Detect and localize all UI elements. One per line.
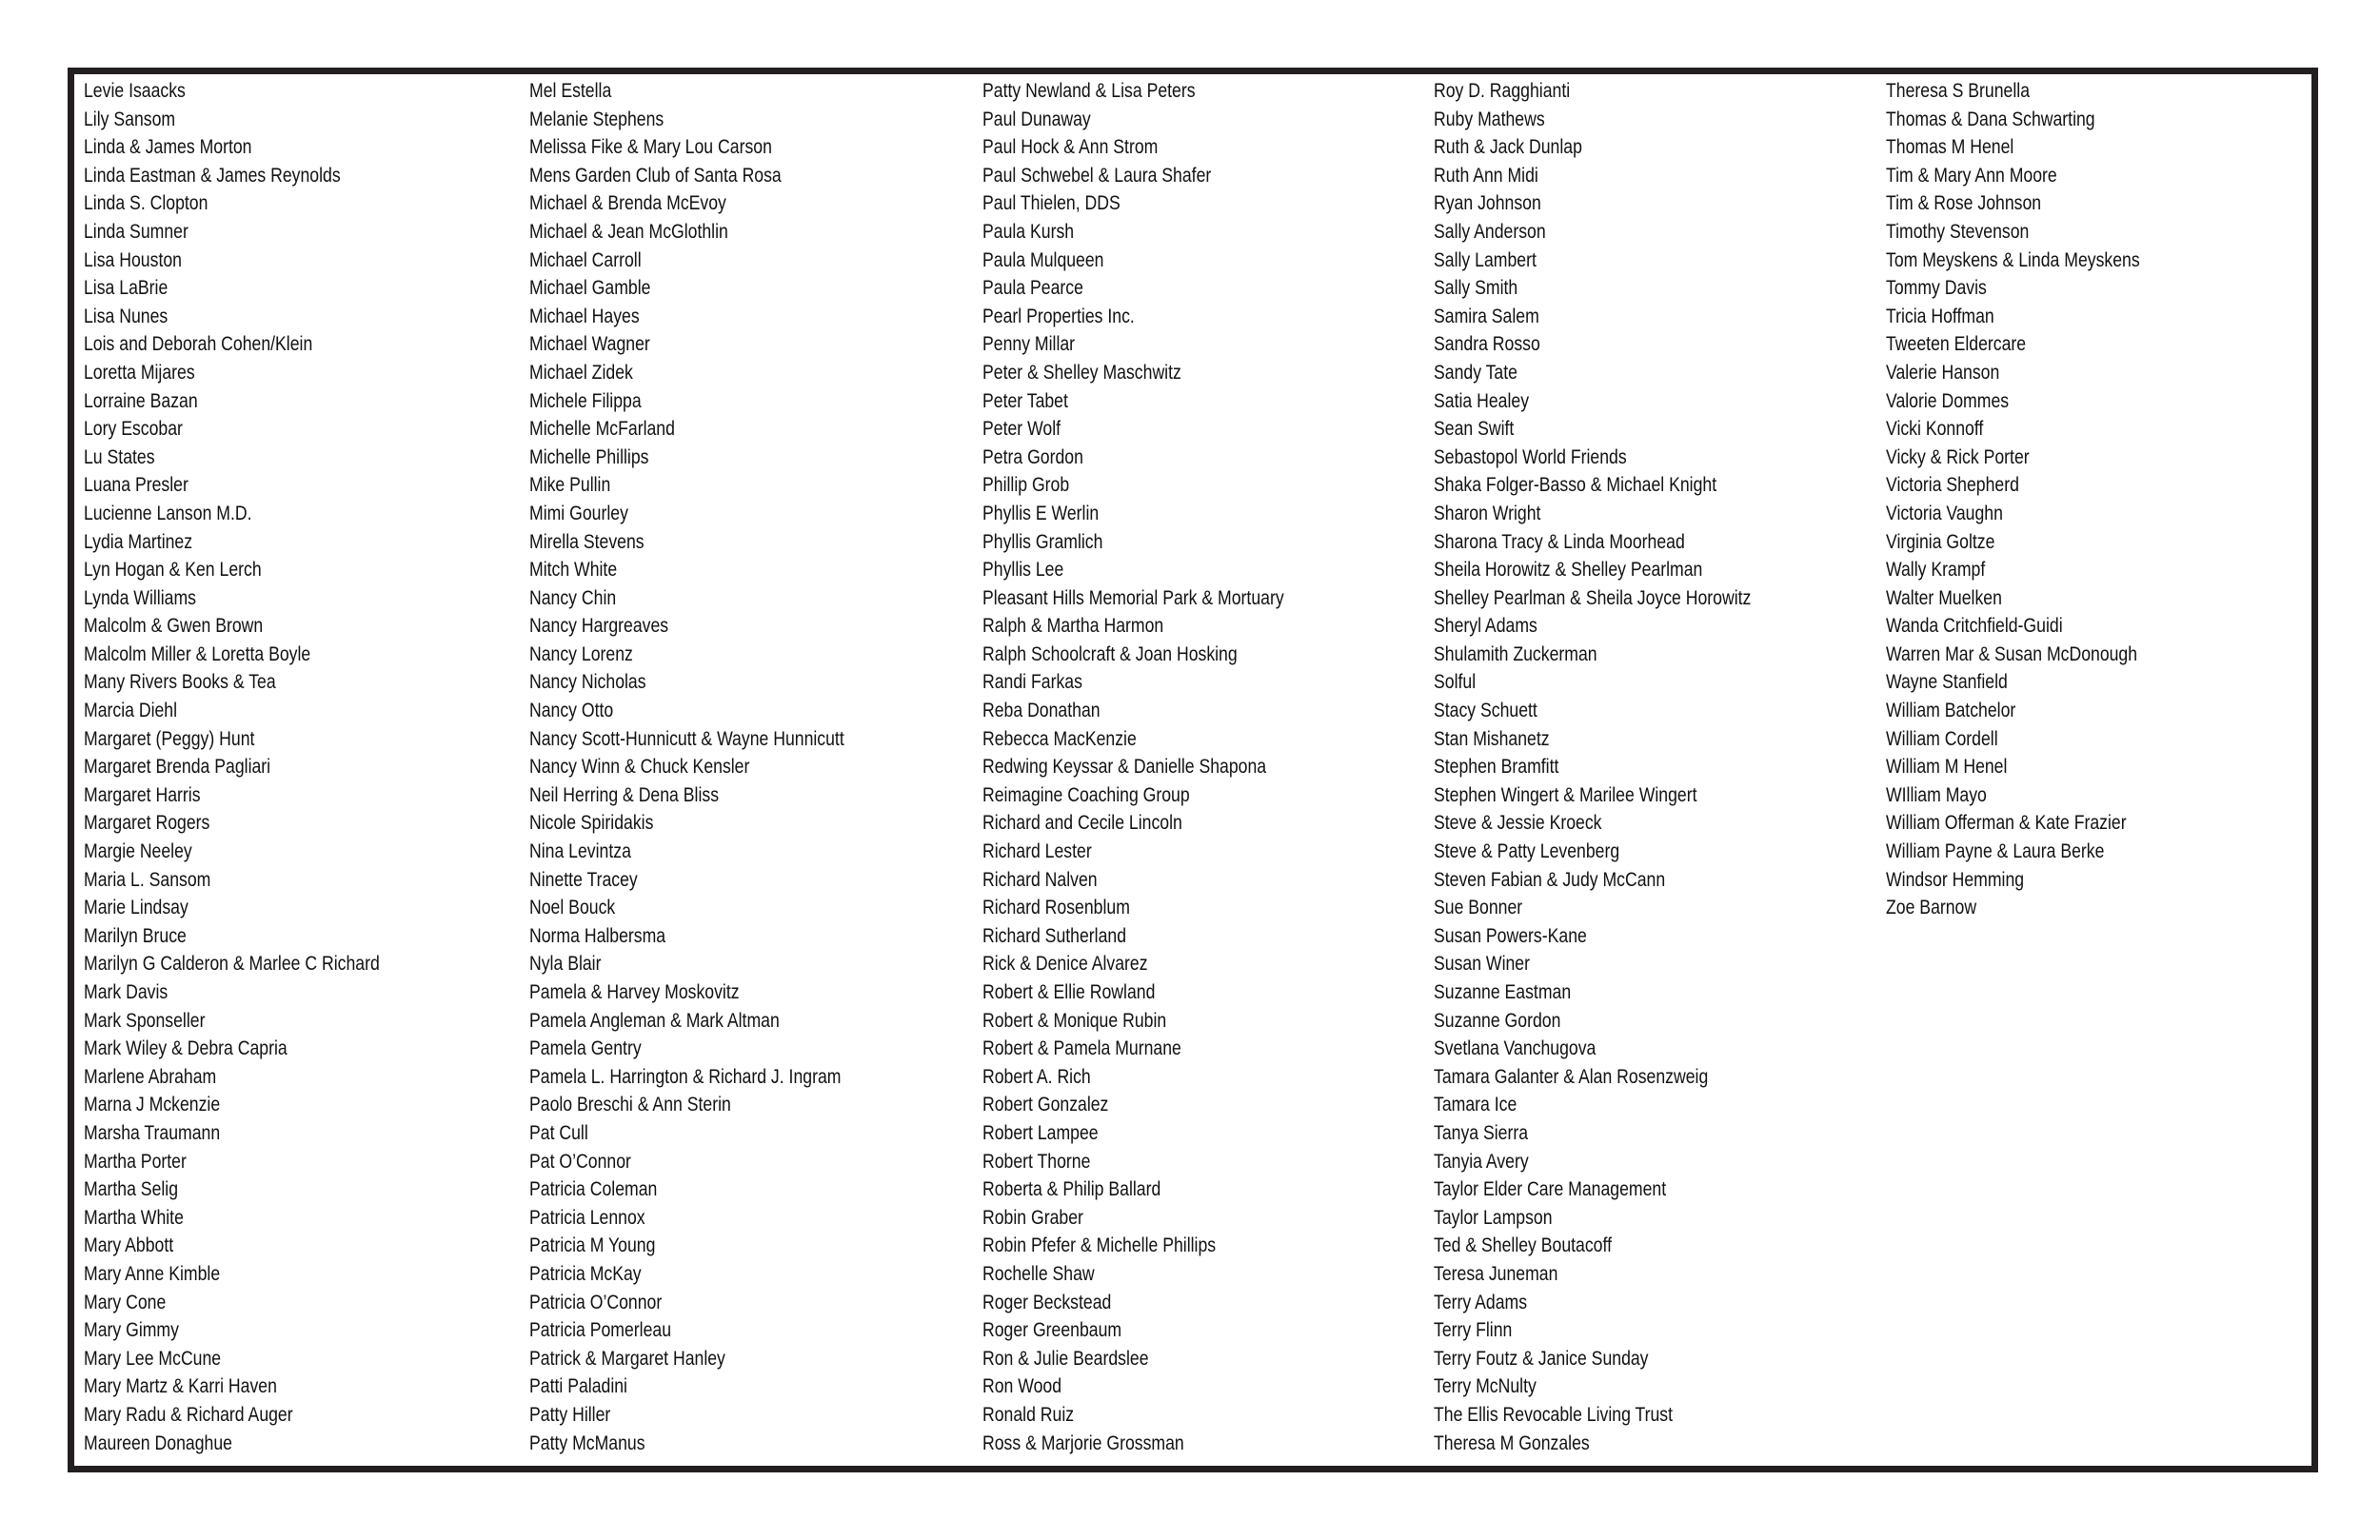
donor-name: Stephen Bramfitt <box>1434 756 1559 779</box>
donor-name: Robert A. Rich <box>982 1065 1091 1088</box>
donor-name: William Cordell <box>1886 727 1998 750</box>
donor-name: Richard Nalven <box>982 868 1098 891</box>
donor-name: Mary Martz & Karri Haven <box>84 1375 277 1398</box>
donor-name: Shaka Folger-Basso & Michael Knight <box>1434 474 1717 497</box>
donor-name: Paula Mulqueen <box>982 248 1104 271</box>
donor-name: Suzanne Eastman <box>1434 981 1572 1003</box>
donor-name: Pamela & Harvey Moskovitz <box>529 981 740 1003</box>
donor-name: Sally Lambert <box>1434 248 1537 271</box>
donor-name: Zoe Barnow <box>1886 897 1977 919</box>
donor-name: Lisa Houston <box>84 248 182 271</box>
donor-name: Robert Thorne <box>982 1150 1091 1173</box>
donor-name: Warren Mar & Susan McDonough <box>1886 642 2138 665</box>
donor-name: Ryan Johnson <box>1434 192 1541 215</box>
donor-name: Marsha Traumann <box>84 1121 221 1144</box>
donor-name: Solful <box>1434 671 1477 694</box>
donor-name: Patty Hiller <box>529 1403 611 1426</box>
donor-name: Patti Paladini <box>529 1375 627 1398</box>
donor-name: Nancy Lorenz <box>529 642 633 665</box>
donor-name: Malcolm Miller & Loretta Boyle <box>84 642 311 665</box>
donor-name: Pearl Properties Inc. <box>982 305 1135 327</box>
donor-name: Roy D. Ragghianti <box>1434 80 1571 102</box>
donor-name: Mark Davis <box>84 981 169 1003</box>
donor-name: Ruth & Jack Dunlap <box>1434 136 1582 159</box>
donor-name: Patrick & Margaret Hanley <box>529 1347 725 1370</box>
donor-name: Mens Garden Club of Santa Rosa <box>529 164 782 187</box>
donor-name: Robin Pfefer & Michelle Phillips <box>982 1234 1217 1257</box>
donor-name: Thomas & Dana Schwarting <box>1886 108 2095 130</box>
donor-name: Marcia Diehl <box>84 700 178 722</box>
donor-name: Lucienne Lanson M.D. <box>84 502 252 524</box>
donor-name: Pat O’Connor <box>529 1150 631 1173</box>
donor-name: Phyllis Gramlich <box>982 530 1103 553</box>
donor-name: Wanda Critchfield-Guidi <box>1886 615 2063 638</box>
donor-name: Vicki Konnoff <box>1886 418 1984 441</box>
donor-name: Patricia Pomerleau <box>529 1319 672 1342</box>
donor-name: Lynda Williams <box>84 586 196 609</box>
donor-name: Susan Powers-Kane <box>1434 924 1587 947</box>
donor-name: Rebecca MacKenzie <box>982 727 1137 750</box>
donor-name: William M Henel <box>1886 756 2008 779</box>
donor-name: Martha Porter <box>84 1150 187 1173</box>
donor-name: Pleasant Hills Memorial Park & Mortuary <box>982 586 1284 609</box>
donor-name: Peter Tabet <box>982 389 1068 412</box>
donor-name: Marilyn G Calderon & Marlee C Richard <box>84 953 380 976</box>
donor-name: Paula Pearce <box>982 277 1083 300</box>
donor-name: Thomas M Henel <box>1886 136 2014 159</box>
donor-name: William Batchelor <box>1886 700 2016 722</box>
donor-name: Lyn Hogan & Ken Lerch <box>84 559 262 582</box>
donor-name: Tamara Galanter & Alan Rosenzweig <box>1434 1065 1709 1088</box>
donor-name: Patricia O’Connor <box>529 1291 663 1313</box>
donor-name: Marilyn Bruce <box>84 924 187 947</box>
donor-name: Michael Carroll <box>529 248 642 271</box>
donor-name: Michael Zidek <box>529 361 633 384</box>
donor-name: Richard Rosenblum <box>982 897 1130 919</box>
donor-name: Patricia McKay <box>529 1262 642 1285</box>
donor-name: Valerie Hanson <box>1886 361 2000 384</box>
donor-name: Terry McNulty <box>1434 1375 1537 1398</box>
donor-name: Phyllis E Werlin <box>982 502 1100 524</box>
donor-name: Melissa Fike & Mary Lou Carson <box>529 136 772 159</box>
donor-name: Robert & Ellie Rowland <box>982 981 1156 1003</box>
donor-name: Melanie Stephens <box>529 108 664 130</box>
donor-name: Redwing Keyssar & Danielle Shapona <box>982 756 1267 779</box>
donor-name: Martha White <box>84 1206 184 1229</box>
donor-name: Tanyia Avery <box>1434 1150 1529 1173</box>
donor-name: Michael Hayes <box>529 305 640 327</box>
donor-name: Paolo Breschi & Ann Sterin <box>529 1094 731 1116</box>
donor-name: Lisa LaBrie <box>84 277 169 300</box>
donor-name: Tamara Ice <box>1434 1094 1517 1116</box>
donor-name: Teresa Juneman <box>1434 1262 1558 1285</box>
donor-name: Marie Lindsay <box>84 897 188 919</box>
donor-name: William Payne & Laura Berke <box>1886 840 2105 863</box>
donor-name: Tweeten Eldercare <box>1886 333 2027 356</box>
donor-name: Michelle Phillips <box>529 445 649 468</box>
donor-name: Svetlana Vanchugova <box>1434 1037 1597 1060</box>
donor-name: Linda Eastman & James Reynolds <box>84 164 341 187</box>
donor-name: Rick & Denice Alvarez <box>982 953 1148 976</box>
donor-name: Mary Lee McCune <box>84 1347 222 1370</box>
donor-name: Mark Wiley & Debra Capria <box>84 1037 288 1060</box>
donor-name: Timothy Stevenson <box>1886 220 2030 243</box>
donor-name: Richard Sutherland <box>982 924 1127 947</box>
donor-name: Marna J Mckenzie <box>84 1094 221 1116</box>
donor-name: Nancy Hargreaves <box>529 615 669 638</box>
donor-name: Nicole Spiridakis <box>529 812 654 835</box>
donor-name: Victoria Shepherd <box>1886 474 2019 497</box>
donor-name: Shelley Pearlman & Sheila Joyce Horowitz <box>1434 586 1752 609</box>
donor-name: Robert & Pamela Murnane <box>982 1037 1181 1060</box>
donor-name: Windsor Hemming <box>1886 868 2025 891</box>
donor-column-3 <box>982 77 1341 1457</box>
donor-name: Petra Gordon <box>982 445 1083 468</box>
donor-name: Reimagine Coaching Group <box>982 783 1190 806</box>
donor-name: Richard Lester <box>982 840 1092 863</box>
donor-name: Tanya Sierra <box>1434 1121 1529 1144</box>
donor-name: Neil Herring & Dena Bliss <box>529 783 720 806</box>
donor-name: Paul Schwebel & Laura Shafer <box>982 164 1212 187</box>
donor-name: Michael Wagner <box>529 333 650 356</box>
donor-name: Ron Wood <box>982 1375 1062 1398</box>
donor-name: Lu States <box>84 445 155 468</box>
donor-name: Steve & Patty Levenberg <box>1434 840 1620 863</box>
donor-name: Nina Levintza <box>529 840 631 863</box>
donor-name: Ross & Marjorie Grossman <box>982 1431 1184 1454</box>
donor-name: William Offerman & Kate Frazier <box>1886 812 2127 835</box>
donor-name: Sheila Horowitz & Shelley Pearlman <box>1434 559 1703 582</box>
donor-name: Margaret Rogers <box>84 812 210 835</box>
donor-name: Rochelle Shaw <box>982 1262 1095 1285</box>
donor-name: Nancy Scott-Hunnicutt & Wayne Hunnicutt <box>529 727 844 750</box>
donor-name: Ninette Tracey <box>529 868 638 891</box>
donor-name: Robin Graber <box>982 1206 1083 1229</box>
donor-name: Mitch White <box>529 559 618 582</box>
donor-name: Roger Beckstead <box>982 1291 1112 1313</box>
donor-name: Patricia Coleman <box>529 1178 658 1201</box>
donor-name: Mary Gimmy <box>84 1319 179 1342</box>
donor-name: Ralph & Martha Harmon <box>982 615 1164 638</box>
donor-name: Valorie Dommes <box>1886 389 2010 412</box>
donor-name: Robert Lampee <box>982 1121 1099 1144</box>
donor-name: Linda Sumner <box>84 220 188 243</box>
donor-name: Ruth Ann Midi <box>1434 164 1538 187</box>
donor-name: Malcolm & Gwen Brown <box>84 615 264 638</box>
donor-name: Lydia Martinez <box>84 530 193 553</box>
donor-name: Ted & Shelley Boutacoff <box>1434 1234 1612 1257</box>
donor-name: Nancy Nicholas <box>529 671 646 694</box>
donor-name: Nancy Otto <box>529 700 614 722</box>
donor-name: Victoria Vaughn <box>1886 502 2003 524</box>
donor-name: Tim & Rose Johnson <box>1886 192 2042 215</box>
donor-name: Walter Muelken <box>1886 586 2002 609</box>
donor-name: Michael Gamble <box>529 277 651 300</box>
donor-name: Theresa S Brunella <box>1886 80 2031 102</box>
donor-name: Norma Halbersma <box>529 924 666 947</box>
donor-name: Levie Isaacks <box>84 80 186 102</box>
donor-name: Mike Pullin <box>529 474 611 497</box>
donor-name: Michael & Brenda McEvoy <box>529 192 726 215</box>
donor-name: Wally Krampf <box>1886 559 1986 582</box>
donor-name: Terry Foutz & Janice Sunday <box>1434 1347 1649 1370</box>
donor-name: Noel Bouck <box>529 897 616 919</box>
donor-name: Vicky & Rick Porter <box>1886 445 2030 468</box>
donor-name: Luana Presler <box>84 474 188 497</box>
donor-name: Tommy Davis <box>1886 277 1987 300</box>
donor-name: Terry Flinn <box>1434 1319 1513 1342</box>
donor-name: Sean Swift <box>1434 418 1515 441</box>
donor-name: Linda & James Morton <box>84 136 252 159</box>
donor-name: Roberta & Philip Ballard <box>982 1178 1161 1201</box>
donor-column-5 <box>1886 77 2188 922</box>
donor-name: Terry Adams <box>1434 1291 1528 1313</box>
donor-name: Phillip Grob <box>982 474 1070 497</box>
donor-name: Marlene Abraham <box>84 1065 217 1088</box>
donor-name: Peter Wolf <box>982 418 1061 441</box>
donor-name: Patty McManus <box>529 1431 645 1454</box>
donor-name: Lisa Nunes <box>84 305 169 327</box>
donor-name: Margaret Brenda Pagliari <box>84 756 271 779</box>
donor-name: Mary Radu & Richard Auger <box>84 1403 293 1426</box>
donor-name: Martha Selig <box>84 1178 179 1201</box>
donor-name: Steven Fabian & Judy McCann <box>1434 868 1666 891</box>
donor-name: Nancy Winn & Chuck Kensler <box>529 756 750 779</box>
donor-name: Reba Donathan <box>982 700 1101 722</box>
donor-name: Ron & Julie Beardslee <box>982 1347 1149 1370</box>
donor-column-1 <box>84 77 436 1457</box>
donor-name: Taylor Lampson <box>1434 1206 1553 1229</box>
donor-name: Michael & Jean McGlothlin <box>529 220 728 243</box>
donor-name: Peter & Shelley Maschwitz <box>982 361 1181 384</box>
donor-name: Pat Cull <box>529 1121 588 1144</box>
donor-name: Mark Sponseller <box>84 1009 206 1032</box>
donor-name: Nyla Blair <box>529 953 602 976</box>
donor-name: Susan Winer <box>1434 953 1530 976</box>
donor-name: WIlliam Mayo <box>1886 783 1987 806</box>
donor-name: Margaret Harris <box>84 783 201 806</box>
donor-name: Patricia M Young <box>529 1234 656 1257</box>
donor-name: Stephen Wingert & Marilee Wingert <box>1434 783 1697 806</box>
donor-name: Tricia Hoffman <box>1886 305 1994 327</box>
donor-name: Pamela Angleman & Mark Altman <box>529 1009 780 1032</box>
donor-name: Wayne Stanfield <box>1886 671 2008 694</box>
donor-name: Michele Filippa <box>529 389 642 412</box>
donor-name: Tom Meyskens & Linda Meyskens <box>1886 248 2140 271</box>
donor-name: Mimi Gourley <box>529 502 628 524</box>
donor-name: Sebastopol World Friends <box>1434 445 1627 468</box>
donor-name: Suzanne Gordon <box>1434 1009 1561 1032</box>
donor-name: Ronald Ruiz <box>982 1403 1075 1426</box>
donor-name: Sheryl Adams <box>1434 615 1537 638</box>
donor-name: Lory Escobar <box>84 418 183 441</box>
donor-name: Theresa M Gonzales <box>1434 1431 1590 1454</box>
donor-name: Mary Cone <box>84 1291 167 1313</box>
donor-name: Randi Farkas <box>982 671 1082 694</box>
donor-name: Taylor Elder Care Management <box>1434 1178 1667 1201</box>
donor-name: Shulamith Zuckerman <box>1434 642 1597 665</box>
donor-name: Satia Healey <box>1434 389 1530 412</box>
donor-name: Maureen Donaghue <box>84 1431 232 1454</box>
donor-name: Tim & Mary Ann Moore <box>1886 164 2057 187</box>
donor-name: Paul Dunaway <box>982 108 1091 130</box>
donor-name: Sue Bonner <box>1434 897 1523 919</box>
donor-name: Mirella Stevens <box>529 530 645 553</box>
donor-name: Sharon Wright <box>1434 502 1541 524</box>
donor-name: Margaret (Peggy) Hunt <box>84 727 255 750</box>
donor-name: The Ellis Revocable Living Trust <box>1434 1403 1674 1426</box>
donor-name: Margie Neeley <box>84 840 192 863</box>
donor-name: Patricia Lennox <box>529 1206 645 1229</box>
donor-column-2 <box>529 77 904 1457</box>
donor-name: Mel Estella <box>529 80 612 102</box>
donor-name: Pamela L. Harrington & Richard J. Ingram <box>529 1065 842 1088</box>
donor-name: Lily Sansom <box>84 108 176 130</box>
donor-name: Maria L. Sansom <box>84 868 211 891</box>
donor-name: Michelle McFarland <box>529 418 675 441</box>
donor-name: Linda S. Clopton <box>84 192 208 215</box>
donor-name: Ralph Schoolcraft & Joan Hosking <box>982 642 1238 665</box>
donor-name: Sandra Rosso <box>1434 333 1540 356</box>
donor-name: Stan Mishanetz <box>1434 727 1550 750</box>
donor-name: Sharona Tracy & Linda Moorhead <box>1434 530 1685 553</box>
donor-name: Ruby Mathews <box>1434 108 1545 130</box>
donor-name: Roger Greenbaum <box>982 1319 1122 1342</box>
donor-name: Penny Millar <box>982 333 1076 356</box>
donor-name: Virginia Goltze <box>1886 530 1995 553</box>
donor-name: Sandy Tate <box>1434 361 1517 384</box>
donor-name: Sally Smith <box>1434 277 1518 300</box>
donor-name: Paula Kursh <box>982 220 1075 243</box>
donor-name: Paul Hock & Ann Strom <box>982 136 1159 159</box>
donor-name: Steve & Jessie Kroeck <box>1434 812 1602 835</box>
donor-name: Pamela Gentry <box>529 1037 642 1060</box>
donor-name: Robert & Monique Rubin <box>982 1009 1167 1032</box>
donor-name: Robert Gonzalez <box>982 1094 1109 1116</box>
donor-name: Patty Newland & Lisa Peters <box>982 80 1196 102</box>
donor-name: Paul Thielen, DDS <box>982 192 1121 215</box>
donor-name: Sally Anderson <box>1434 220 1546 243</box>
donor-name: Samira Salem <box>1434 305 1539 327</box>
donor-name: Many Rivers Books & Tea <box>84 671 276 694</box>
donor-name: Lorraine Bazan <box>84 389 198 412</box>
donor-name: Richard and Cecile Lincoln <box>982 812 1182 835</box>
donor-column-4 <box>1434 77 1812 1457</box>
donor-name: Nancy Chin <box>529 586 617 609</box>
donor-name: Phyllis Lee <box>982 559 1064 582</box>
donor-name: Mary Anne Kimble <box>84 1262 221 1285</box>
donor-name: Stacy Schuett <box>1434 700 1537 722</box>
donor-name: Lois and Deborah Cohen/Klein <box>84 333 313 356</box>
donor-name: Mary Abbott <box>84 1234 174 1257</box>
donor-name: Loretta Mijares <box>84 361 195 384</box>
